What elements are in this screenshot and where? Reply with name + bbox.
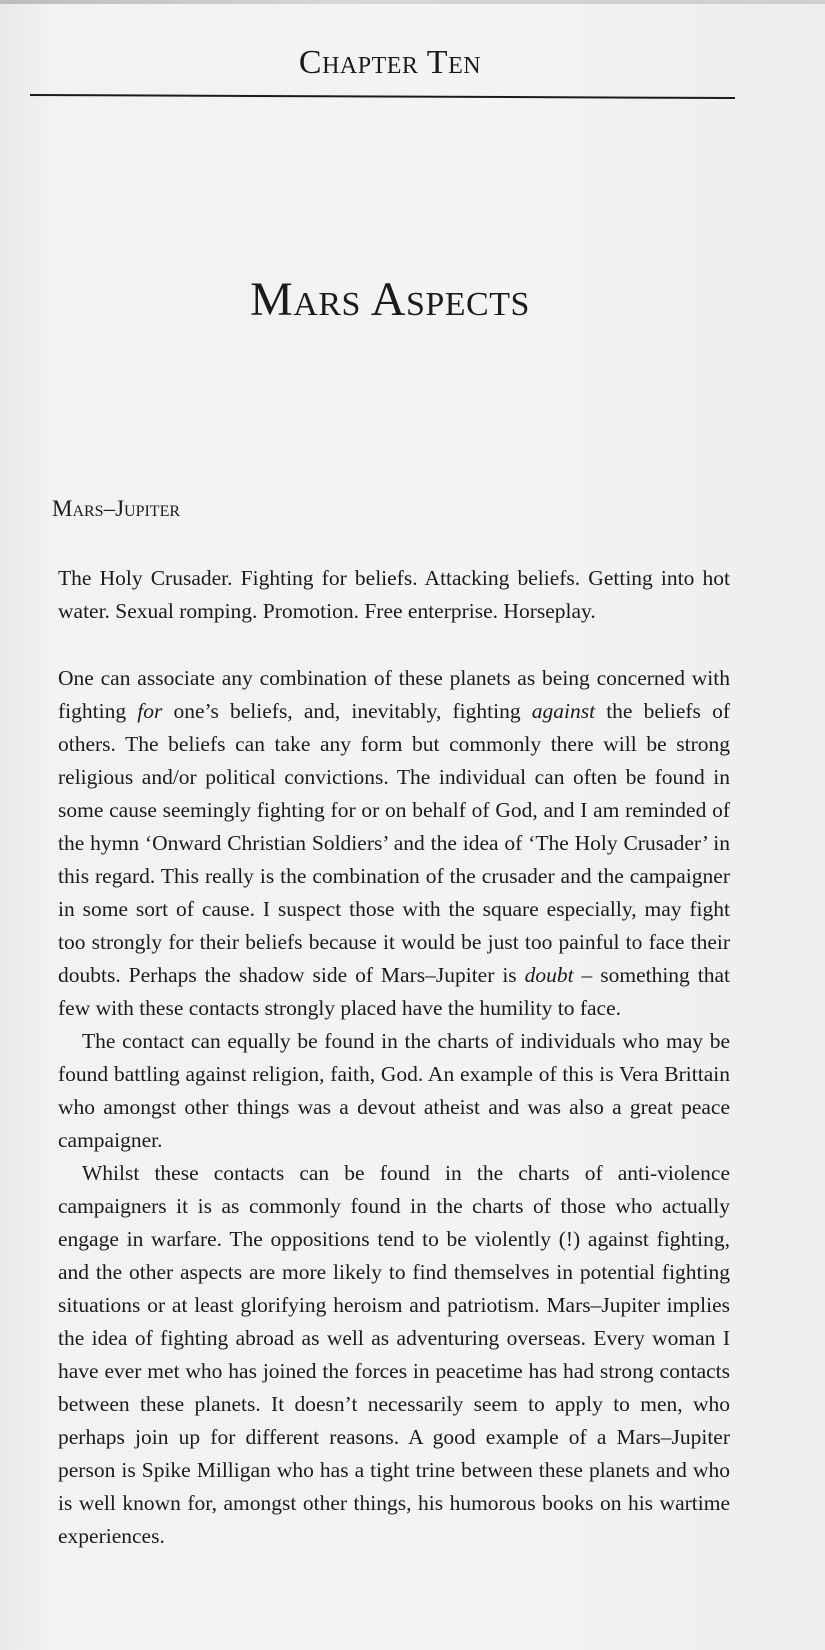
- emphasis-for: for: [137, 699, 163, 723]
- emphasis-doubt: doubt: [524, 963, 574, 987]
- paragraph-1-part-a: One can associate any combination of these planets as being concerned with fighting: [58, 666, 730, 723]
- paragraph-1-part-b: one’s beliefs, and, inevitably, fighting: [162, 699, 532, 723]
- paragraph-1-part-d: – something that few with these contacts strongly placed have the humility to face.: [58, 963, 730, 1020]
- paragraph-2: The contact can equally be found in the charts of individuals who may be found battling against religion, faith, God. An example of this is Vera Brittain who amongst other things was a devout atheist and was also a great peace campaigner.: [58, 1029, 730, 1152]
- body-text: [58, 662, 730, 1553]
- running-head: Chapter Ten: [298, 44, 482, 81]
- keywords-text: The Holy Crusader. Fighting for beliefs. Attacking beliefs. Getting into hot water. Sexual romping. Promotion. Free enterprise. Horseplay.: [58, 566, 730, 623]
- section-heading: Mars–Jupiter: [52, 496, 181, 521]
- paragraph-3: Whilst these contacts can be found in the charts of anti-violence campaigners it is as commonly found in the charts of those who actually engage in warfare. The oppositions tend to be violently (!) against fighting, and the other aspects are more likely to find themselves in potential fighting situations or at least glorifying heroism and patriotism. Mars–Jupiter implies the idea of fighting abroad as well as adventuring overseas. Every woman I have ever met who has joined the forces in peacetime has had strong contacts between these planets. It doesn’t necessarily seem to apply to men, who perhaps join up for different reasons. A good example of a Mars–Jupiter person is Spike Milligan who has a tight trine between these planets and who is well known for, amongst other things, his humorous books on his wartime experiences.: [58, 1161, 730, 1548]
- paragraph-1: [58, 662, 730, 1025]
- keywords-paragraph: [58, 562, 730, 628]
- page-edge: [0, 0, 825, 4]
- chapter-title: Mars Aspects: [250, 273, 530, 326]
- header-rule: [30, 94, 735, 100]
- paragraph-1-part-c: the beliefs of others. The beliefs can take any form but commonly there will be strong religious and/or political convictions. The individual can often be found in some cause seemingly fighting for or on behalf of God, and I am reminded of the hymn ‘Onward Christian Soldiers’ and the idea of ‘The Holy Crusader’ in this regard. This really is the combination of the crusader and the campaigner in some sort of cause. I suspect those with the square especially, may fight too strongly for their beliefs because it would be just too painful to face their doubts. Perhaps the shadow side of Mars–Jupiter is: [58, 699, 730, 987]
- emphasis-against: against: [531, 699, 596, 723]
